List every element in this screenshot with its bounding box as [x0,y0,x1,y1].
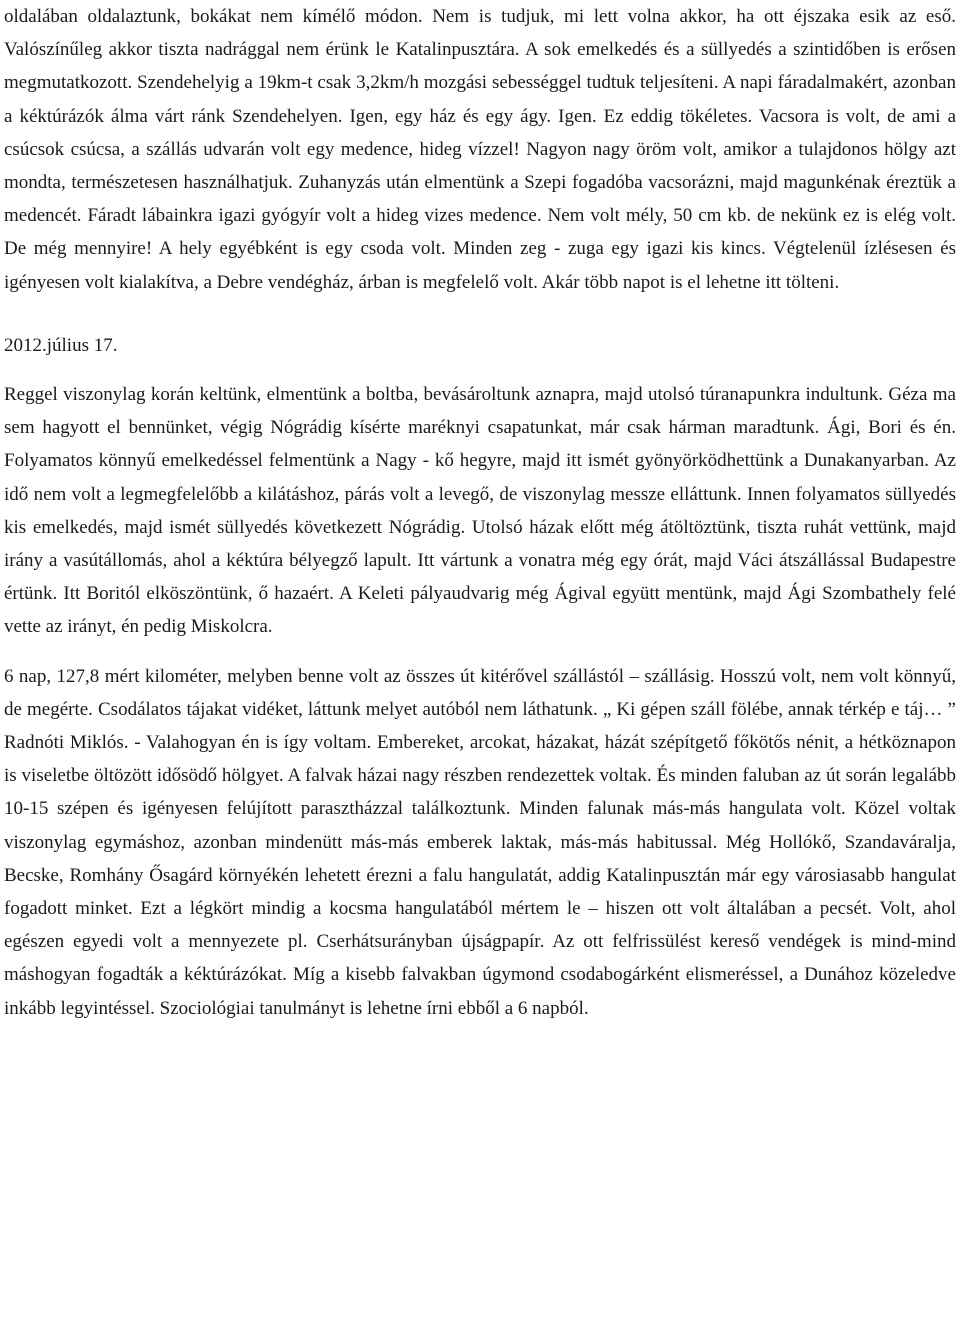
paragraph-summary: 6 nap, 127,8 mért kilométer, melyben benne volt az összes út kitérővel szállástól – szállásig. Hosszú volt, nem volt könnyű, de megérte. Csodálatos tájakat vidéket, láttunk melyet autóból nem láthatunk. „ Ki gépen száll fölébe, annak térkép e táj… ” Radnóti Miklós. - Valahogyan én is így voltam. Embereket, arcokat, házakat, házát szépítgető főkötős nénit, a hétköznapon is viseletbe öltözött idősödő hölgyet. A falvak házai nagy részben rendezettek voltak. És minden faluban az út során legalább 10-15 szépen és igényesen felújított parasztházzal találkoztunk. Minden falunak más-más hangulata volt. Közel voltak viszonylag egymáshoz, azonban mindenütt más-más emberek laktak, más-más habitussal. Még Hollókő, Szandaváralja, Becske, Romhány Ősagárd környékén lehetett érezni a falu hangulatát, addig Katalinpusztán már egy városiasabb hangulat fogadott minket. Ezt a légkört mindig a kocsma hangulatából mértem le – hiszen ott volt általában a pecsét. Volt, ahol egészen egyedi volt a mennyezete pl. Cserhátsurányban újságpapír. Az ott felfrissülést kereső vendégek is mind-mind máshogyan fogadták a kéktúrázókat. Míg a kisebb falvakban úgymond csodabogárként elismeréssel, a Dunához közeledve inkább legyintéssel. Szociológiai tanulmányt is lehetne írni ebből a 6 napból. [4,665,956,1019]
paragraph-spacer [4,362,956,378]
paragraph-top: oldalában oldalaztunk, bokákat nem kímélő módon. Nem is tudjuk, mi lett volna akkor, ha ott éjszaka esik az eső. Valószínűleg akkor tiszta nadrággal nem érünk le Katalinpusztára. A sok emelkedés és a süllyedés a szintidőben is erősen megmutatkozott. Szendehelyig a 19km-t csak 3,2km/h mozgási sebességgel tudtuk teljesíteni. A napi fáradalmakért, azonban a kéktúrázók álma várt ránk Szendehelyen. Igen, egy ház és egy ágy. Igen. Ez eddig tökéletes. Vacsora is volt, de ami a csúcsok csúcsa, a szállás udvarán volt egy medence, hideg vízzel! Nagyon nagy öröm volt, amikor a tulajdonos hölgy azt mondta, természetesen használhatjuk. Zuhanyzás után elmentünk a Szepi fogadóba vacsorázni, majd magunkénak éreztük a medencét. Fáradt lábainkra igazi gyógyír volt a hideg vizes medence. Nem volt mély, 50 cm kb. de nekünk ez is elég volt. De még mennyire! A hely egyébként is egy csoda volt. Minden zeg - zuga egy igazi kis kincs. Végtelenül ízlésesen és igényesen volt kialakítva, a Debre vendégház, árban is megfelelő volt. Akár több napot is el lehetne itt tölteni. [4,6,956,293]
paragraph-spacer [4,644,956,660]
date-heading: 2012.július 17. [4,334,118,356]
paragraph-spacer [4,299,956,329]
document-page [4,0,956,1025]
paragraph-day: Reggel viszonylag korán keltünk, elmentünk a boltba, bevásároltunk aznapra, majd utolsó túranapunkra indultunk. Géza ma sem hagyott el bennünket, végig Nógrádig kísérte maréknyi csapatunkat, már csak hárman maradtunk. Ági, Bori és én. Folyamatos könnyű emelkedéssel felmentünk a Nagy - kő hegyre, majd itt ismét gyönyörködhettünk a Dunakanyarban. Az idő nem volt a legmegfelelőbb a kilátáshoz, párás volt a levegő, de viszonylag messze elláttunk. Innen folyamatos süllyedés kis emelkedés, majd ismét süllyedés következett Nógrádig. Utolsó házak előtt még átöltöztünk, tiszta ruhát vettünk, majd irány a vasútállomás, ahol a kéktúra bélyegző lapult. Itt vártunk a vonatra még egy órát, majd Váci átszállással Budapestre értünk. Itt Boritól elköszöntünk, ő hazaért. A Keleti pályaudvarig még Ágival együtt mentünk, majd Ági Szombathely felé vette az irányt, én pedig Miskolcra. [4,384,956,638]
